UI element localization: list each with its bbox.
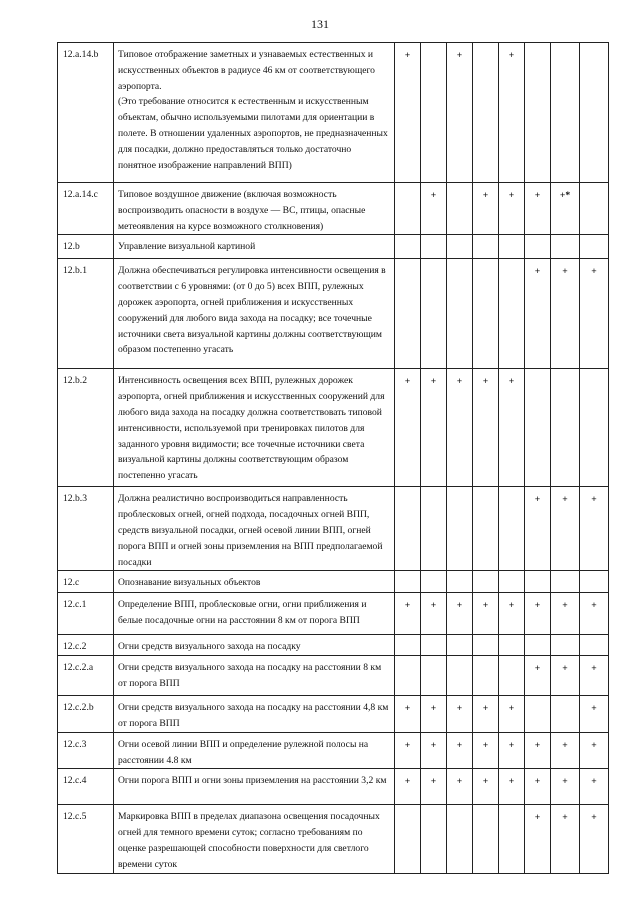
row-description: Огни средств визуального захода на посадку на расстоянии 4,8 км от порога ВПП — [114, 696, 395, 733]
applicability-mark: + — [580, 487, 609, 571]
row-code: 12.c — [58, 571, 114, 593]
applicability-mark — [395, 571, 421, 593]
row-code: 12.a.14.b — [58, 43, 114, 183]
applicability-mark — [421, 487, 447, 571]
requirements-table — [57, 42, 609, 874]
applicability-mark — [447, 183, 473, 235]
applicability-mark — [447, 571, 473, 593]
table-row — [58, 571, 609, 593]
applicability-mark: + — [499, 769, 525, 805]
applicability-mark: + — [551, 259, 580, 369]
applicability-mark: + — [421, 593, 447, 635]
applicability-mark: + — [499, 43, 525, 183]
applicability-mark — [473, 259, 499, 369]
applicability-mark: + — [395, 369, 421, 487]
applicability-mark — [395, 259, 421, 369]
applicability-mark: + — [499, 732, 525, 769]
table-row — [58, 259, 609, 369]
applicability-mark: + — [499, 183, 525, 235]
applicability-mark — [525, 369, 551, 487]
applicability-mark — [421, 656, 447, 696]
applicability-mark — [525, 635, 551, 656]
applicability-mark: + — [525, 593, 551, 635]
applicability-mark: + — [551, 732, 580, 769]
applicability-mark: + — [447, 43, 473, 183]
applicability-mark — [447, 259, 473, 369]
applicability-mark — [473, 487, 499, 571]
applicability-mark: + — [580, 805, 609, 873]
applicability-mark: + — [580, 769, 609, 805]
applicability-mark — [473, 635, 499, 656]
applicability-mark: + — [551, 805, 580, 873]
applicability-mark: + — [499, 593, 525, 635]
row-description: Типовое отображение заметных и узнаваемых естественных и искусственных объектов в радиусе 46 км от соответствующего аэропорта. (Это требование относится к естественным и искусственным объектам, обычно используемыми пилотами для ориентации в полете. В отношении удаленных аэропортов, не предназначенных для посадки, должно предоставляться только достаточно понятное изображение направлений ВПП) — [114, 43, 395, 183]
applicability-mark — [499, 487, 525, 571]
applicability-mark: + — [421, 183, 447, 235]
row-code: 12.b — [58, 235, 114, 259]
table-row — [58, 487, 609, 571]
row-description: Типовое воздушное движение (включая возможность воспроизводить опасности в воздухе — ВС, птицы, опасные метеоявления на курсе возможного столкновения) — [114, 183, 395, 235]
applicability-mark: + — [473, 183, 499, 235]
table-row — [58, 593, 609, 635]
applicability-mark: + — [447, 696, 473, 733]
applicability-mark: + — [580, 656, 609, 696]
applicability-mark — [447, 656, 473, 696]
row-code: 12.a.14.c — [58, 183, 114, 235]
applicability-mark: + — [395, 43, 421, 183]
applicability-mark — [473, 43, 499, 183]
row-description: Огни средств визуального захода на посадку — [114, 635, 395, 656]
applicability-mark — [499, 259, 525, 369]
applicability-mark: +* — [551, 183, 580, 235]
applicability-mark: + — [580, 593, 609, 635]
applicability-mark — [499, 805, 525, 873]
applicability-mark: + — [447, 732, 473, 769]
applicability-mark — [580, 635, 609, 656]
applicability-mark: + — [447, 769, 473, 805]
applicability-mark: + — [525, 805, 551, 873]
applicability-mark — [499, 571, 525, 593]
row-code: 12.b.1 — [58, 259, 114, 369]
applicability-mark: + — [421, 769, 447, 805]
applicability-mark — [551, 571, 580, 593]
applicability-mark: + — [395, 769, 421, 805]
applicability-mark — [421, 805, 447, 873]
applicability-mark — [421, 43, 447, 183]
applicability-mark: + — [525, 259, 551, 369]
table-row — [58, 235, 609, 259]
applicability-mark: + — [395, 732, 421, 769]
row-description: Должна обеспечиваться регулировка интенсивности освещения в соответствии с 6 уровнями: (от 0 до 5) всех ВПП, рулежных дорожек аэропорта, огней приближения и искусственных сооружений для любого вида захода на посадку; все точечные источники света визуальной картины должны соответствующим образом постепенно угасать — [114, 259, 395, 369]
applicability-mark: + — [580, 259, 609, 369]
applicability-mark — [580, 183, 609, 235]
applicability-mark: + — [473, 732, 499, 769]
applicability-mark: + — [499, 696, 525, 733]
applicability-mark: + — [525, 769, 551, 805]
applicability-mark — [447, 805, 473, 873]
page-number: 131 — [311, 17, 329, 31]
applicability-mark: + — [447, 593, 473, 635]
row-code: 12.c.2.b — [58, 696, 114, 733]
row-description: Должна реалистично воспроизводиться направленность проблесковых огней, огней подхода, посадочных огней ВПП, средств визуальной посадки, огней осевой линии ВПП, огней порога ВПП и огней зоны приземления на ВПП предполагаемой посадки — [114, 487, 395, 571]
applicability-mark: + — [473, 369, 499, 487]
row-code: 12.c.3 — [58, 732, 114, 769]
applicability-mark: + — [551, 487, 580, 571]
applicability-mark: + — [473, 769, 499, 805]
row-description: Маркировка ВПП в пределах диапазона освещения посадочных огней для темного времени суток; согласно требованиям по оценке разрешающей способности поверхности для светлого времени суток — [114, 805, 395, 873]
applicability-mark — [525, 571, 551, 593]
applicability-mark — [525, 235, 551, 259]
applicability-mark — [395, 487, 421, 571]
applicability-mark — [473, 235, 499, 259]
applicability-mark: + — [551, 656, 580, 696]
applicability-mark: + — [525, 732, 551, 769]
applicability-mark — [499, 235, 525, 259]
applicability-mark — [580, 369, 609, 487]
applicability-mark: + — [499, 369, 525, 487]
row-code: 12.b.3 — [58, 487, 114, 571]
applicability-mark — [580, 43, 609, 183]
table-row — [58, 805, 609, 873]
applicability-mark — [473, 656, 499, 696]
table-row — [58, 635, 609, 656]
row-description: Определение ВПП, проблесковые огни, огни приближения и белые посадочные огни на расстоянии 8 км от порога ВПП — [114, 593, 395, 635]
row-code: 12.c.1 — [58, 593, 114, 635]
row-code: 12.c.5 — [58, 805, 114, 873]
applicability-mark — [525, 696, 551, 733]
table-row — [58, 769, 609, 805]
applicability-mark — [473, 571, 499, 593]
applicability-mark — [395, 805, 421, 873]
applicability-mark — [551, 43, 580, 183]
applicability-mark — [395, 235, 421, 259]
row-code: 12.c.4 — [58, 769, 114, 805]
applicability-mark: + — [395, 696, 421, 733]
row-description: Управление визуальной картиной — [114, 235, 395, 259]
applicability-mark — [395, 183, 421, 235]
applicability-mark: + — [395, 593, 421, 635]
applicability-mark — [499, 635, 525, 656]
applicability-mark: + — [580, 696, 609, 733]
applicability-mark: + — [551, 769, 580, 805]
table-row — [58, 183, 609, 235]
applicability-mark — [580, 235, 609, 259]
applicability-mark — [421, 235, 447, 259]
applicability-mark: + — [473, 696, 499, 733]
applicability-mark: + — [525, 656, 551, 696]
applicability-mark — [395, 656, 421, 696]
row-description: Огни средств визуального захода на посадку на расстоянии 8 км от порога ВПП — [114, 656, 395, 696]
table-row — [58, 43, 609, 183]
applicability-mark — [551, 369, 580, 487]
row-code: 12.c.2 — [58, 635, 114, 656]
applicability-mark: + — [525, 487, 551, 571]
applicability-mark: + — [580, 732, 609, 769]
applicability-mark — [551, 635, 580, 656]
row-description: Огни порога ВПП и огни зоны приземления на расстоянии 3,2 км — [114, 769, 395, 805]
applicability-mark — [447, 487, 473, 571]
table-row — [58, 732, 609, 769]
applicability-mark: + — [421, 696, 447, 733]
row-code: 12.b.2 — [58, 369, 114, 487]
row-description: Опознавание визуальных объектов — [114, 571, 395, 593]
applicability-mark: + — [473, 593, 499, 635]
row-code: 12.c.2.a — [58, 656, 114, 696]
applicability-mark: + — [525, 183, 551, 235]
applicability-mark — [447, 635, 473, 656]
applicability-mark — [421, 635, 447, 656]
applicability-mark — [525, 43, 551, 183]
applicability-mark — [473, 805, 499, 873]
applicability-mark: + — [421, 732, 447, 769]
table-row — [58, 369, 609, 487]
applicability-mark — [395, 635, 421, 656]
applicability-mark — [580, 571, 609, 593]
row-description: Интенсивность освещения всех ВПП, рулежных дорожек аэропорта, огней приближения и искусственных сооружений для любого вида захода на посадку должна соответствовать типовой интенсивности, используемой при тренировках пилотов для заданного уровня видимости; все точечные источники света визуальной картины должны соответствующим образом постепенно угасать — [114, 369, 395, 487]
applicability-mark — [421, 571, 447, 593]
applicability-mark — [551, 696, 580, 733]
applicability-mark: + — [447, 369, 473, 487]
table-row — [58, 696, 609, 733]
applicability-mark — [421, 259, 447, 369]
row-description: Огни осевой линии ВПП и определение рулежной полосы на расстоянии 4.8 км — [114, 732, 395, 769]
table-row — [58, 656, 609, 696]
applicability-mark: + — [421, 369, 447, 487]
applicability-mark — [551, 235, 580, 259]
applicability-mark — [447, 235, 473, 259]
applicability-mark: + — [551, 593, 580, 635]
applicability-mark — [499, 656, 525, 696]
